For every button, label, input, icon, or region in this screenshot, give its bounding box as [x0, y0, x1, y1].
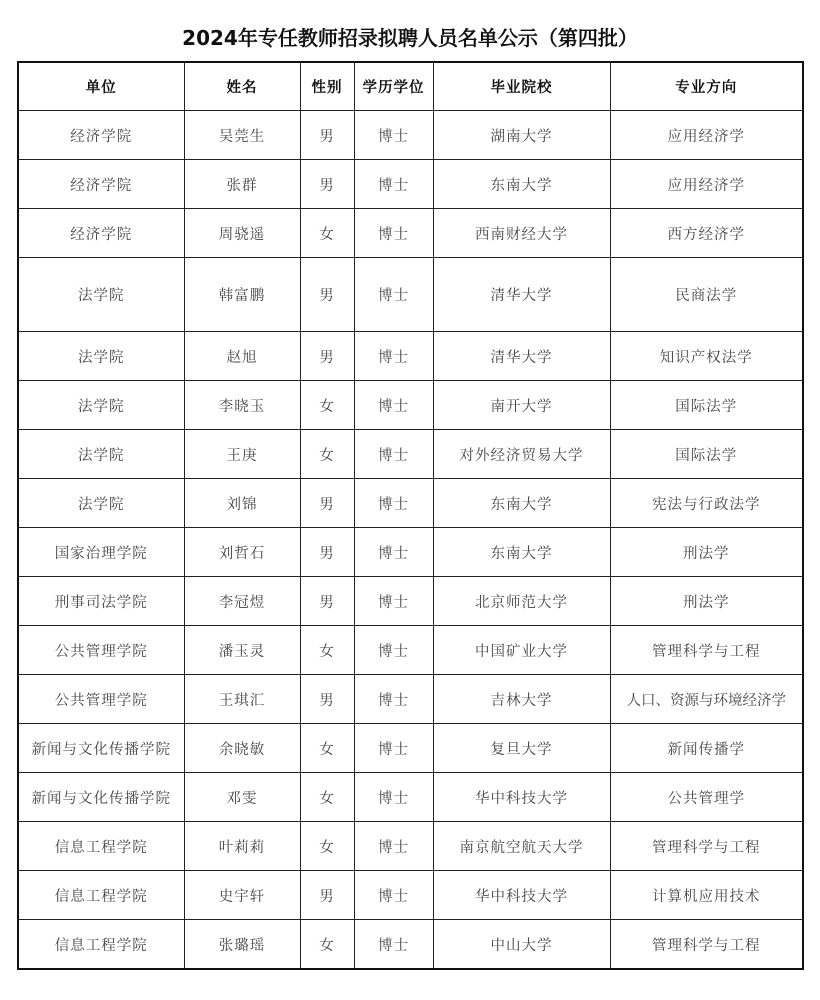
cell-name: 王琪汇 — [184, 675, 300, 724]
cell-major: 知识产权法学 — [610, 332, 803, 381]
cell-degree: 博士 — [354, 920, 433, 970]
cell-major: 刑法学 — [610, 528, 803, 577]
header-gender: 性别 — [300, 62, 354, 111]
cell-degree: 博士 — [354, 626, 433, 675]
table-row — [18, 920, 803, 970]
cell-unit: 刑事司法学院 — [18, 577, 184, 626]
cell-gender: 女 — [300, 773, 354, 822]
cell-gender: 男 — [300, 675, 354, 724]
cell-major: 宪法与行政法学 — [610, 479, 803, 528]
cell-school: 清华大学 — [433, 258, 610, 332]
cell-school: 东南大学 — [433, 160, 610, 209]
header-degree: 学历学位 — [354, 62, 433, 111]
cell-degree: 博士 — [354, 209, 433, 258]
cell-degree: 博士 — [354, 258, 433, 332]
cell-school: 东南大学 — [433, 479, 610, 528]
cell-major: 管理科学与工程 — [610, 822, 803, 871]
table-row — [18, 577, 803, 626]
cell-gender: 男 — [300, 528, 354, 577]
cell-school: 清华大学 — [433, 332, 610, 381]
cell-major: 民商法学 — [610, 258, 803, 332]
table-row — [18, 209, 803, 258]
cell-degree: 博士 — [354, 724, 433, 773]
cell-name: 张群 — [184, 160, 300, 209]
table-row — [18, 724, 803, 773]
cell-gender: 女 — [300, 430, 354, 479]
cell-name: 刘锦 — [184, 479, 300, 528]
cell-name: 潘玉灵 — [184, 626, 300, 675]
page-title: 2024年专任教师招录拟聘人员名单公示（第四批） — [182, 26, 638, 50]
header-unit: 单位 — [18, 62, 184, 111]
cell-major: 国际法学 — [610, 381, 803, 430]
cell-degree: 博士 — [354, 111, 433, 160]
cell-name: 叶莉莉 — [184, 822, 300, 871]
cell-major: 计算机应用技术 — [610, 871, 803, 920]
cell-major: 应用经济学 — [610, 111, 803, 160]
cell-gender: 男 — [300, 479, 354, 528]
cell-degree: 博士 — [354, 675, 433, 724]
header-major: 专业方向 — [610, 62, 803, 111]
cell-name: 王庚 — [184, 430, 300, 479]
table-row — [18, 258, 803, 332]
cell-unit: 信息工程学院 — [18, 871, 184, 920]
cell-degree: 博士 — [354, 332, 433, 381]
cell-gender: 女 — [300, 920, 354, 970]
cell-school: 西南财经大学 — [433, 209, 610, 258]
cell-name: 张璐瑶 — [184, 920, 300, 970]
table-row — [18, 822, 803, 871]
table-row — [18, 111, 803, 160]
cell-major: 管理科学与工程 — [610, 626, 803, 675]
cell-school: 吉林大学 — [433, 675, 610, 724]
cell-school: 南开大学 — [433, 381, 610, 430]
header-name: 姓名 — [184, 62, 300, 111]
cell-school: 华中科技大学 — [433, 773, 610, 822]
cell-school: 复旦大学 — [433, 724, 610, 773]
cell-unit: 信息工程学院 — [18, 822, 184, 871]
cell-degree: 博士 — [354, 528, 433, 577]
cell-school: 华中科技大学 — [433, 871, 610, 920]
cell-degree: 博士 — [354, 822, 433, 871]
cell-unit: 法学院 — [18, 430, 184, 479]
cell-major: 国际法学 — [610, 430, 803, 479]
table-row — [18, 773, 803, 822]
cell-degree: 博士 — [354, 381, 433, 430]
cell-unit: 法学院 — [18, 381, 184, 430]
cell-unit: 法学院 — [18, 258, 184, 332]
table-row — [18, 528, 803, 577]
cell-gender: 男 — [300, 871, 354, 920]
cell-major: 公共管理学 — [610, 773, 803, 822]
cell-unit: 新闻与文化传播学院 — [18, 724, 184, 773]
header-school: 毕业院校 — [433, 62, 610, 111]
cell-unit: 信息工程学院 — [18, 920, 184, 970]
cell-degree: 博士 — [354, 160, 433, 209]
cell-unit: 法学院 — [18, 332, 184, 381]
table-header-row — [18, 62, 803, 111]
table-row — [18, 430, 803, 479]
cell-unit: 公共管理学院 — [18, 675, 184, 724]
cell-name: 刘哲石 — [184, 528, 300, 577]
cell-gender: 男 — [300, 332, 354, 381]
cell-school: 南京航空航天大学 — [433, 822, 610, 871]
cell-school: 湖南大学 — [433, 111, 610, 160]
cell-major: 刑法学 — [610, 577, 803, 626]
cell-name: 史宇轩 — [184, 871, 300, 920]
cell-school: 北京师范大学 — [433, 577, 610, 626]
cell-gender: 男 — [300, 258, 354, 332]
cell-gender: 男 — [300, 160, 354, 209]
table-row — [18, 675, 803, 724]
cell-school: 中国矿业大学 — [433, 626, 610, 675]
cell-school: 中山大学 — [433, 920, 610, 970]
table-row — [18, 871, 803, 920]
cell-name: 赵旭 — [184, 332, 300, 381]
table-row — [18, 626, 803, 675]
cell-unit: 经济学院 — [18, 111, 184, 160]
cell-name: 李晓玉 — [184, 381, 300, 430]
cell-degree: 博士 — [354, 773, 433, 822]
cell-school: 对外经济贸易大学 — [433, 430, 610, 479]
cell-gender: 男 — [300, 111, 354, 160]
cell-name: 吴莞生 — [184, 111, 300, 160]
cell-degree: 博士 — [354, 577, 433, 626]
cell-name: 李冠煜 — [184, 577, 300, 626]
cell-degree: 博士 — [354, 479, 433, 528]
cell-gender: 女 — [300, 381, 354, 430]
cell-name: 余晓敏 — [184, 724, 300, 773]
cell-gender: 女 — [300, 724, 354, 773]
table-row — [18, 479, 803, 528]
cell-degree: 博士 — [354, 430, 433, 479]
cell-name: 邓雯 — [184, 773, 300, 822]
cell-unit: 法学院 — [18, 479, 184, 528]
cell-unit: 新闻与文化传播学院 — [18, 773, 184, 822]
cell-unit: 经济学院 — [18, 209, 184, 258]
cell-name: 周骁遥 — [184, 209, 300, 258]
cell-gender: 男 — [300, 577, 354, 626]
cell-major: 新闻传播学 — [610, 724, 803, 773]
cell-unit: 国家治理学院 — [18, 528, 184, 577]
table-row — [18, 160, 803, 209]
table-row — [18, 332, 803, 381]
cell-school: 东南大学 — [433, 528, 610, 577]
cell-unit: 公共管理学院 — [18, 626, 184, 675]
cell-major: 西方经济学 — [610, 209, 803, 258]
cell-unit: 经济学院 — [18, 160, 184, 209]
cell-gender: 女 — [300, 626, 354, 675]
cell-major: 人口、资源与环境经济学 — [610, 675, 803, 724]
cell-major: 应用经济学 — [610, 160, 803, 209]
cell-gender: 女 — [300, 822, 354, 871]
staff-table — [17, 61, 804, 970]
cell-name: 韩富鹏 — [184, 258, 300, 332]
cell-major: 管理科学与工程 — [610, 920, 803, 970]
cell-degree: 博士 — [354, 871, 433, 920]
cell-gender: 女 — [300, 209, 354, 258]
table-row — [18, 381, 803, 430]
